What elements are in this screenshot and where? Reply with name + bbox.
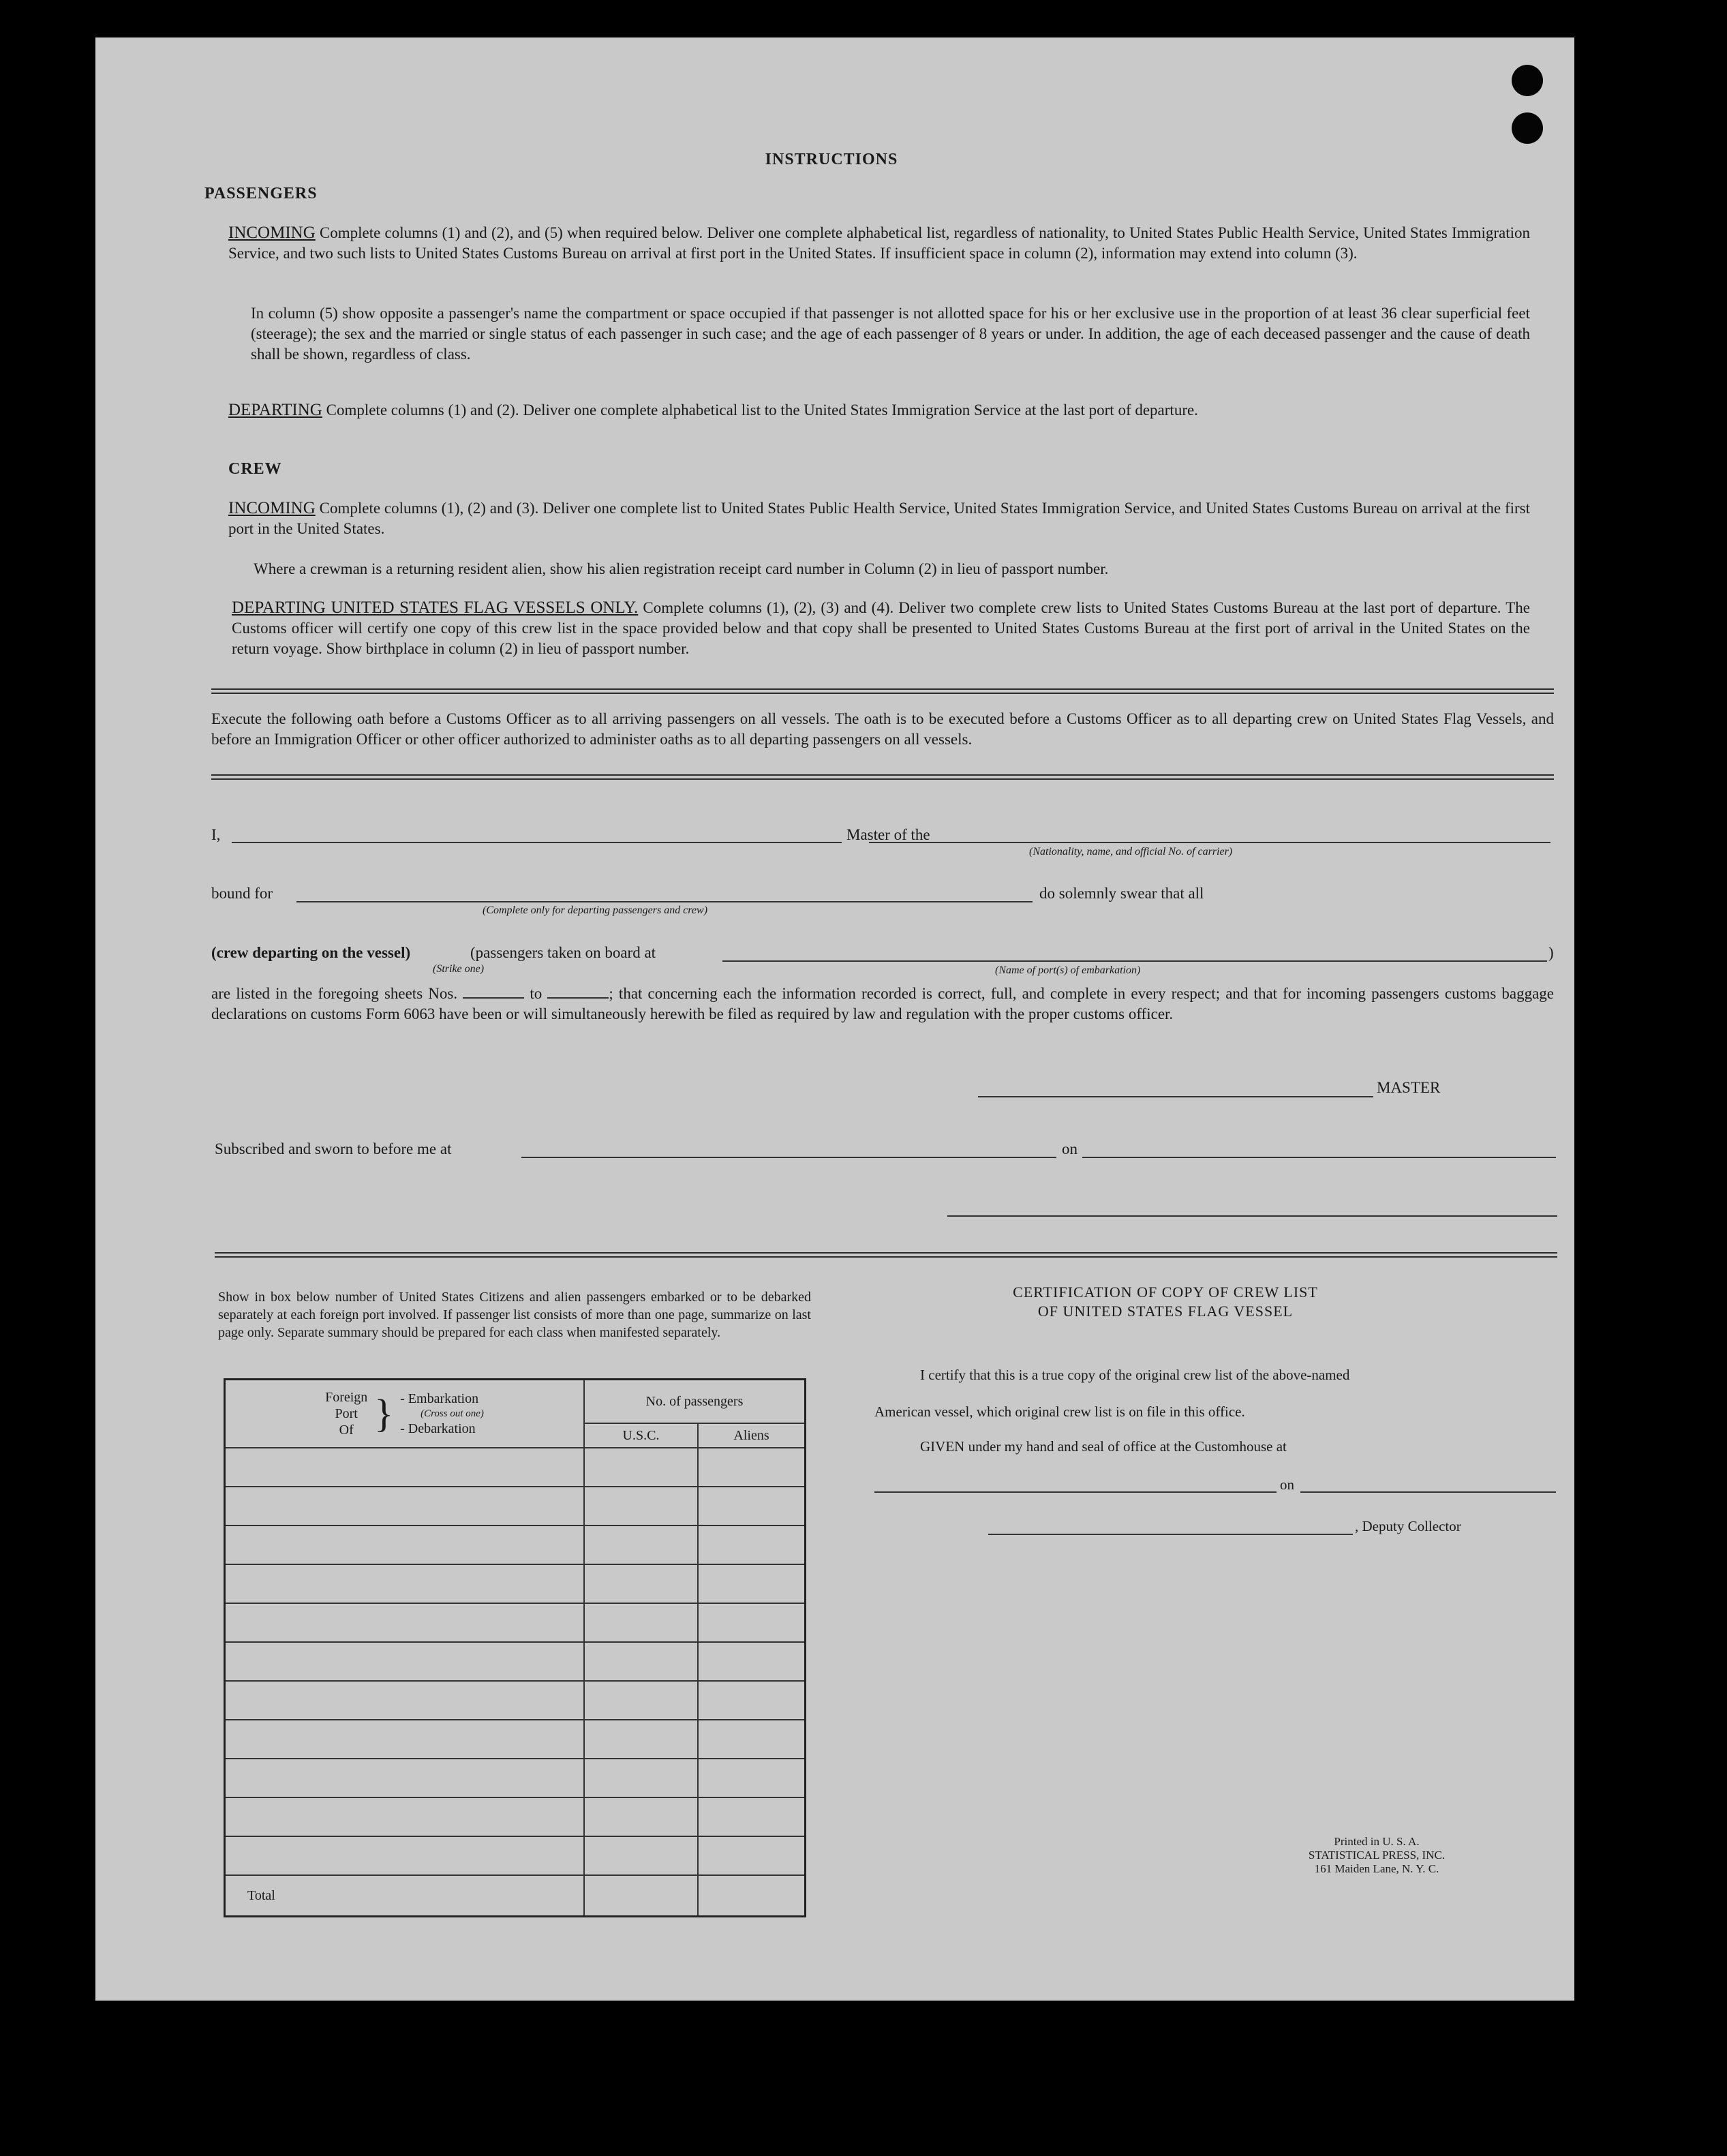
passengers-departing-paragraph: DEPARTING Complete columns (1) and (2). Deliver one complete alphabetical list to the United States Immigration Service at the last port of departure. (228, 401, 1198, 419)
total-row (225, 1875, 806, 1917)
oath-instructions: Execute the following oath before a Customs Officer as to all arriving passengers on all vessels. The oath is to be executed before a Customs Officer as to all departing crew on United States Flag Vessels, and before an Immigration Officer or other officer authorized to administer oaths as to all departing passengers on all vessels. (211, 710, 1554, 748)
passengers-taken-option[interactable]: (passengers taken on board at (470, 944, 656, 961)
carrier-field[interactable] (869, 842, 1550, 843)
embarkation-caption: (Name of port(s) of embarkation) (995, 965, 1141, 976)
punch-hole (1512, 65, 1543, 96)
passenger-count-table (224, 1378, 806, 1917)
bound-for-caption: (Complete only for departing passengers and crew) (483, 905, 708, 916)
table-row (225, 1603, 806, 1642)
aliens-header: Aliens (698, 1423, 806, 1448)
master-of-the-label: Master of the (846, 826, 930, 843)
table-row (225, 1681, 806, 1720)
deputy-collector-signature-field[interactable] (988, 1534, 1353, 1535)
customhouse-place-field[interactable] (874, 1491, 1277, 1493)
subscribed-label: Subscribed and sworn to before me at (215, 1140, 452, 1157)
brace-icon: } (374, 1391, 394, 1436)
certification-title: CERTIFICATION OF COPY OF CREW LIST OF UNITED STATES FLAG VESSEL (1013, 1284, 1318, 1320)
no-of-passengers-header: No. of passengers (584, 1380, 806, 1424)
oath-i-label: I, (211, 826, 221, 843)
passengers-incoming-paragraph: INCOMING Complete columns (1) and (2), and (5) when required below. Deliver one complete alphabetical list, regardless of nationality, to United States Public Health Service, United States Immigration Service, and two such lists to United States Customs Bureau on arrival at first port in the United States. If insufficient space in column (2), information may extend into column (3). (228, 224, 1531, 262)
certification-line3: GIVEN under my hand and seal of office at the Customhouse at (920, 1438, 1287, 1455)
official-signature-field[interactable] (947, 1215, 1557, 1217)
deputy-collector-label: , Deputy Collector (1355, 1518, 1461, 1534)
sworn-on-label: on (1062, 1140, 1078, 1157)
table-row (225, 1759, 806, 1797)
passengers-incoming-label: INCOMING (228, 224, 316, 242)
sworn-date-field[interactable] (1082, 1157, 1556, 1158)
oath-statement: are listed in the foregoing sheets Nos. to ; that concerning each the information recorded is correct, full, and complete in every respect; and that for incoming passengers customs baggage declarations on customs Form 6063 have been or will simultaneously herewith be filed as required by law and regulation with the proper customs officer. (211, 985, 1555, 1022)
table-row (225, 1720, 806, 1759)
crew-departing-option[interactable]: (crew departing on the vessel) (211, 944, 411, 961)
sheet-to-field[interactable] (547, 985, 609, 999)
crew-incoming-label: INCOMING (228, 499, 316, 517)
port-of-embarkation-field[interactable] (722, 960, 1547, 962)
table-row (225, 1448, 806, 1487)
bound-for-field[interactable] (296, 901, 1033, 902)
certification-date-field[interactable] (1300, 1491, 1556, 1493)
table-row (225, 1797, 806, 1836)
table-row (225, 1525, 806, 1564)
crew-heading: CREW (228, 460, 282, 478)
passengers-heading: PASSENGERS (204, 185, 318, 202)
table-row (225, 1836, 806, 1875)
master-signature-label: MASTER (1377, 1079, 1441, 1096)
instructions-title: INSTRUCTIONS (765, 151, 898, 168)
certification-on-label: on (1280, 1476, 1294, 1493)
punch-hole (1512, 112, 1543, 144)
section-divider (215, 1252, 1557, 1258)
column5-paragraph: In column (5) show opposite a passenger's name the compartment or space occupied if that passenger is not allotted space for his or her exclusive use in the proportion of at least 36 clear superficial feet (steerage); the sex and the married or single status of each passenger in such case; and the age of each passenger of 8 years or under. In addition, the age of each deceased passenger and the cause of death shall be shown, regardless of class. (251, 305, 1530, 363)
usc-header: U.S.C. (584, 1423, 698, 1448)
departing-flag-label: DEPARTING UNITED STATES FLAG VESSELS ONLY. (232, 598, 639, 617)
close-paren: ) (1548, 944, 1554, 961)
strike-one-caption: (Strike one) (433, 963, 485, 975)
sworn-place-field[interactable] (521, 1157, 1056, 1158)
printer-imprint: Printed in U. S. A. STATISTICAL PRESS, INC. 161 Maiden Lane, N. Y. C. (1308, 1835, 1446, 1875)
passenger-box-instructions: Show in box below number of United States Citizens and alien passengers embarked or to be debarked separately at each foreign port involved. If passenger list consists of more than one page, summarize on last page only. Separate summary should be prepared for each class when manifested separately. (218, 1290, 811, 1340)
sheet-from-field[interactable] (463, 985, 524, 999)
departing-flag-paragraph: DEPARTING UNITED STATES FLAG VESSELS ONLY. Complete columns (1), (2), (3) and (4). Deliver two complete crew lists to United States Customs Bureau at the last port of departure. The Customs officer will certify one copy of this crew list in the space provided below and that copy shall be presented to United States Customs Bureau at the first port of arrival in the United States on the return voyage. Show birthplace in column (2) in lieu of passport number. (232, 598, 1530, 657)
crew-incoming-paragraph: INCOMING Complete columns (1), (2) and (3). Deliver one complete list to United States Public Health Service, United States Immigration Service, and United States Customs Bureau on arrival at the first port in the United States. (228, 499, 1530, 537)
form-sheet (95, 37, 1574, 2001)
total-label: Total (225, 1875, 585, 1917)
passengers-departing-label: DEPARTING (228, 401, 322, 419)
certification-line2: American vessel, which original crew list is on file in this office. (874, 1403, 1245, 1420)
certification-line1: I certify that this is a true copy of the original crew list of the above-named (920, 1367, 1350, 1383)
section-divider (211, 774, 1554, 780)
section-divider (211, 688, 1554, 694)
carrier-caption: (Nationality, name, and official No. of carrier) (1029, 846, 1233, 857)
swear-label: do solemnly swear that all (1039, 885, 1204, 902)
table-row (225, 1564, 806, 1603)
returning-alien-paragraph: Where a crewman is a returning resident alien, show his alien registration receipt card number in Column (2) in lieu of passport number. (254, 560, 1109, 577)
foreign-port-header: Foreign Port Of } - Embarkation (Cross out one) - Debarkation (225, 1380, 585, 1448)
table-row (225, 1642, 806, 1681)
master-name-field[interactable] (232, 842, 842, 843)
table-row (225, 1487, 806, 1525)
bound-for-label: bound for (211, 885, 273, 902)
master-signature-field[interactable] (978, 1096, 1373, 1097)
